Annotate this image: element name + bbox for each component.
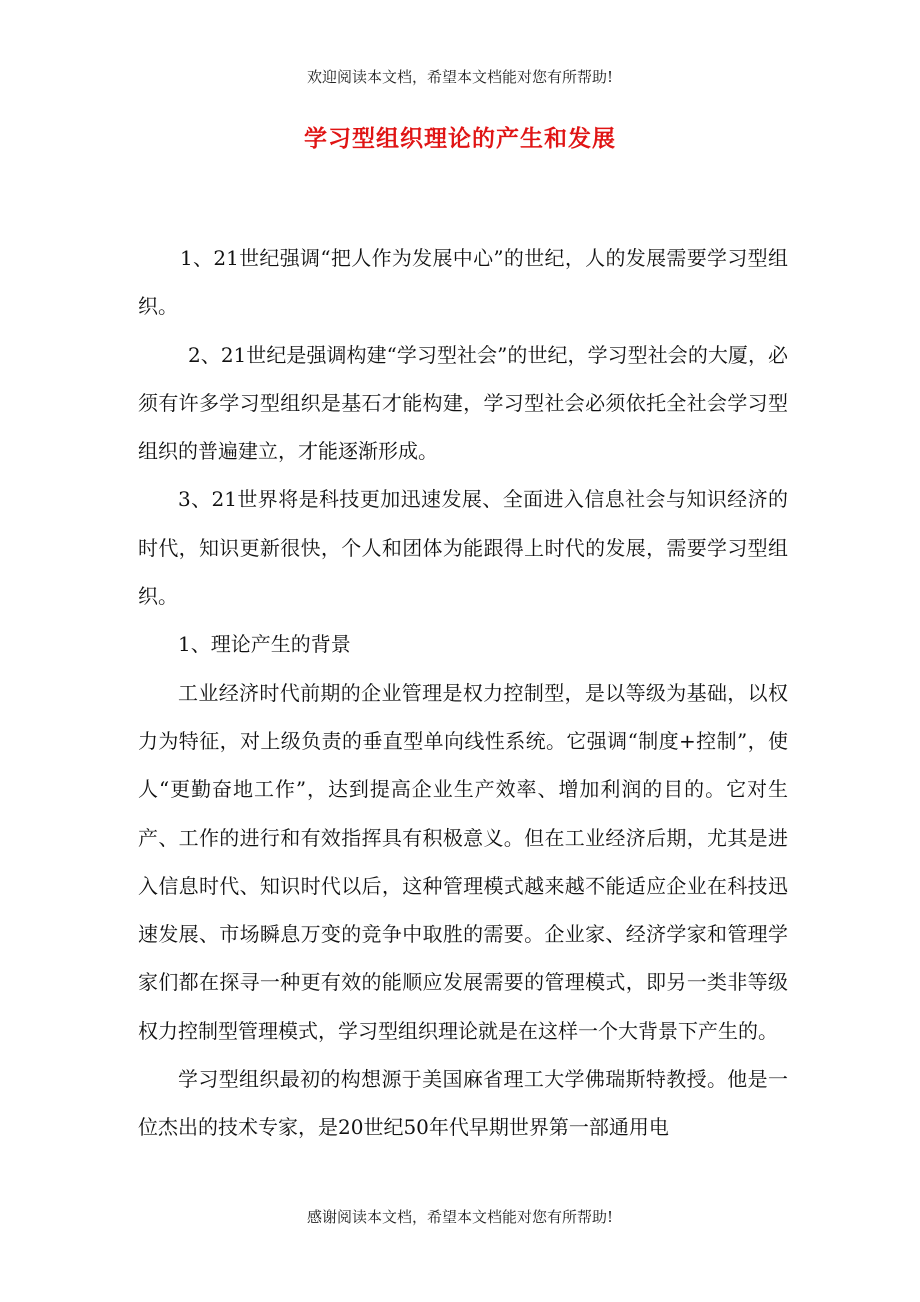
paragraph-point-2: 2、21世纪是强调构建“学习型社会”的世纪，学习型社会的大厦，必须有许多学习型组织是基石才能构建，学习型社会必须依托全社会学习型组织的普遍建立，才能逐渐形成。 [138, 342, 788, 464]
paragraph-point-3: 3、21世界将是科技更加迅速发展、全面进入信息社会与知识经济的时代，知识更新很快，个人和团体为能跟得上时代的发展，需要学习型组织。 [138, 487, 788, 609]
document-title: 学习型组织理论的产生和发展 [304, 125, 616, 152]
document-body [138, 234, 788, 1152]
paragraph-origin: 学习型组织最初的构想源于美国麻省理工大学佛瑞斯特教授。他是一位杰出的技术专家，是20世纪50年代早期世界第一部通用电 [138, 1067, 788, 1140]
paragraph-background: 工业经济时代前期的企业管理是权力控制型，是以等级为基础，以权力为特征，对上级负责的垂直型单向线性系统。它强调“制度+控制”，使人“更勤奋地工作”，达到提高企业生产效率、增加利润的目的。它对生产、工作的进行和有效指挥具有积极意义。但在工业经济后期，尤其是进入信息时代、知识时代以后，这种管理模式越来越不能适应企业在科技迅速发展、市场瞬息万变的竞争中取胜的需要。企业家、经济学家和管理学家们都在探寻一种更有效的能顺应发展需要的管理模式，即另一类非等级权力控制型管理模式，学习型组织理论就是在这样一个大背景下产生的。 [138, 680, 788, 1043]
page-header: 欢迎阅读本文档，希望本文档能对您有所帮助! [306, 68, 614, 86]
paragraph-point-1: 1、21世纪强调“把人作为发展中心”的世纪，人的发展需要学习型组织。 [138, 246, 788, 319]
section-heading: 1、理论产生的背景 [178, 632, 351, 657]
page-footer: 感谢阅读本文档，希望本文档能对您有所帮助! [306, 1208, 614, 1226]
